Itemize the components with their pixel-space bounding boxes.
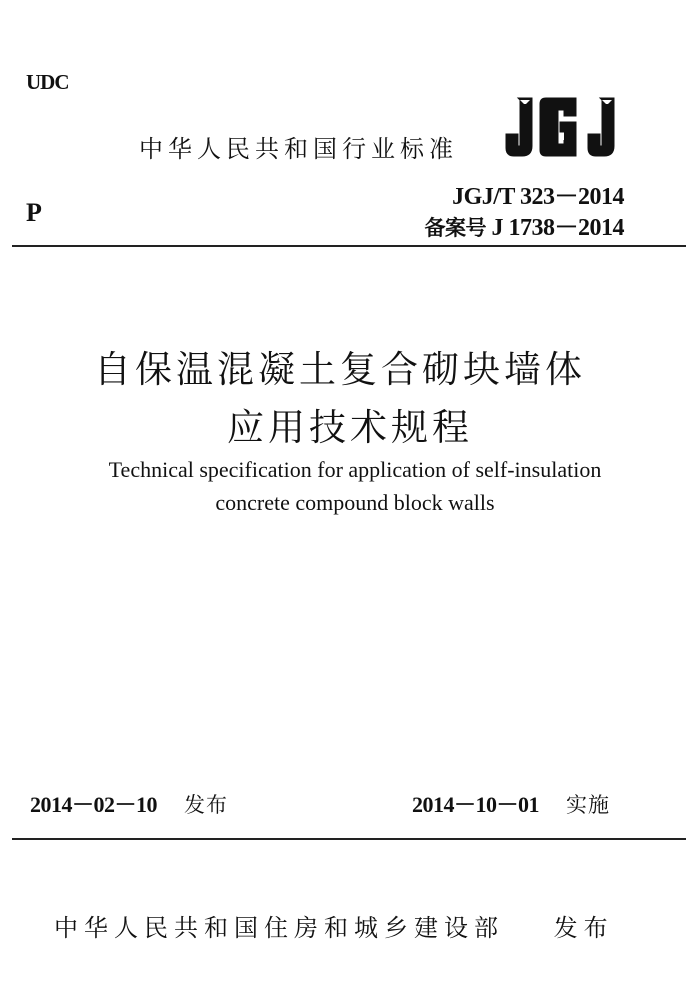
title-english-line2: concrete compound block walls	[215, 490, 495, 515]
industry-standard-heading: 中华人民共和国行业标准	[139, 135, 458, 163]
record-number: J 1738－2014	[491, 215, 624, 241]
publish-label: 发布	[184, 793, 229, 817]
implement-date: 2014－10－01	[412, 792, 540, 817]
record-number-line	[425, 207, 625, 242]
publisher-action: 发布	[553, 914, 614, 942]
publish-date-block	[30, 788, 228, 819]
category-code: P	[26, 198, 42, 227]
title-chinese-line2: 应用技术规程	[227, 408, 473, 449]
implement-label: 实施	[566, 793, 611, 817]
jgj-logo	[504, 96, 626, 158]
header-divider	[12, 245, 686, 247]
implement-date-block	[412, 788, 610, 819]
publisher-name: 中华人民共和国住房和城乡建设部	[54, 914, 504, 942]
standard-number: JGJ/T 323－2014	[452, 184, 624, 210]
title-chinese-line1: 自保温混凝土复合砌块墙体	[94, 350, 586, 391]
udc-label: UDC	[26, 70, 69, 94]
footer-divider	[12, 838, 686, 840]
record-prefix: 备案号	[424, 216, 486, 240]
title-english-line1: Technical specification for application of self-insulation	[108, 457, 602, 482]
publish-date: 2014－02－10	[30, 792, 158, 817]
jgj-logo-icon	[504, 96, 626, 158]
publisher-line	[54, 908, 614, 943]
